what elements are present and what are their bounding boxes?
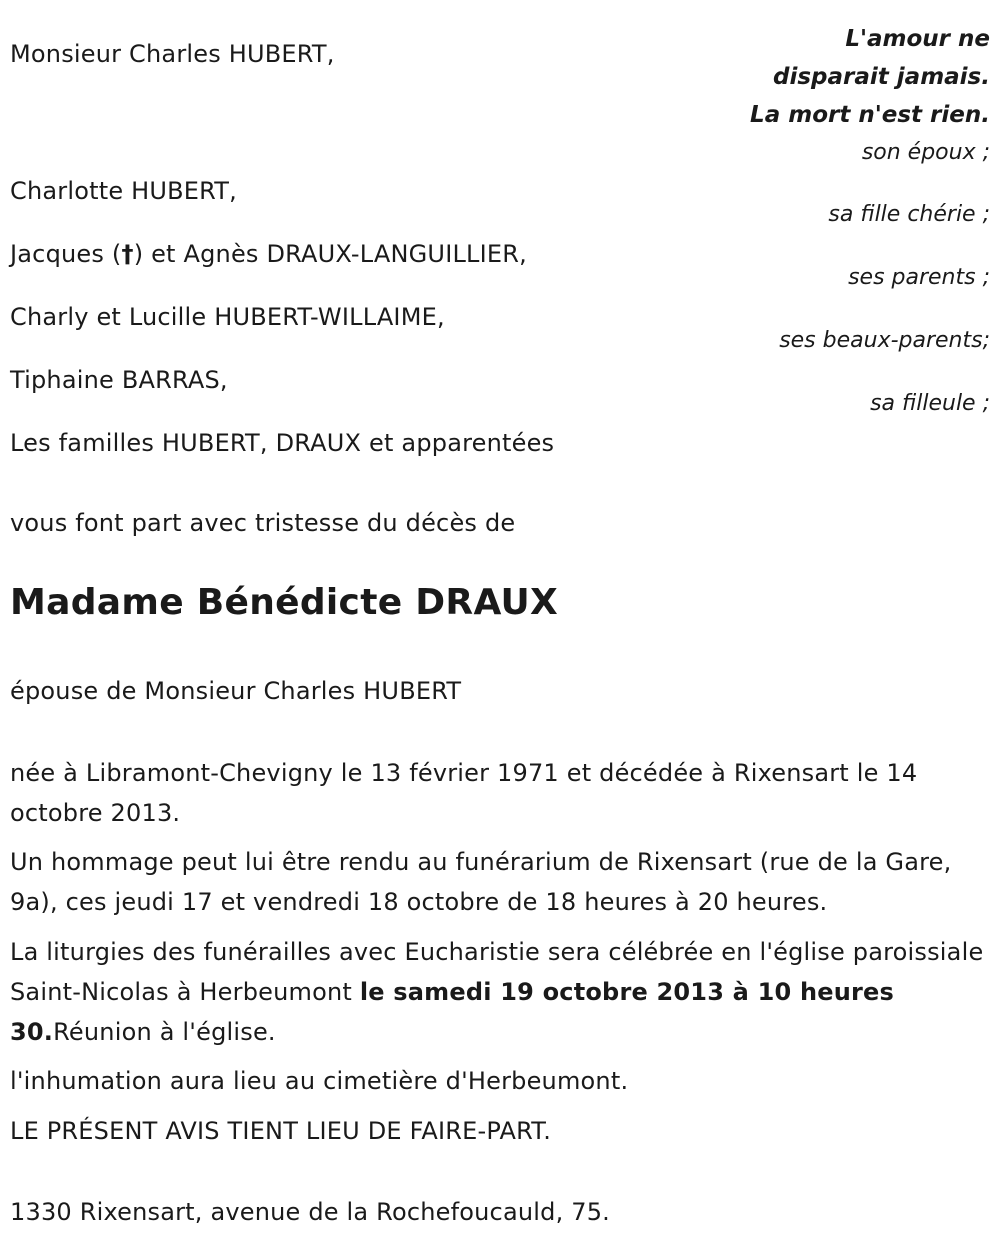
notice-paragraph: LE PRÉSENT AVIS TIENT LIEU DE FAIRE-PART.: [10, 1117, 552, 1145]
liturgy-paragraph: [10, 932, 985, 1052]
quote-line-3: La mort n'est rien.: [750, 102, 990, 128]
family-name-5: Tiphaine BARRAS,: [10, 366, 228, 394]
spouse-line: épouse de Monsieur Charles HUBERT: [10, 677, 462, 705]
quote: [750, 20, 990, 134]
cross-symbol: †: [121, 240, 134, 268]
family-name-1: Monsieur Charles HUBERT,: [10, 40, 335, 68]
liturgy-reunion: Réunion à l'église.: [53, 1018, 276, 1046]
burial-paragraph: l'inhumation aura lieu au cimetière d'Herbeumont.: [10, 1067, 629, 1095]
relation-2: sa fille chérie ;: [828, 202, 990, 227]
relation-5: sa filleule ;: [870, 391, 990, 416]
family-name-4: Charly et Lucille HUBERT-WILLAIME,: [10, 303, 445, 331]
address: 1330 Rixensart, avenue de la Rochefoucauld, 75.: [10, 1198, 611, 1226]
liturgy-date: le samedi 19 octobre 2013 à 10 heures 30.: [10, 978, 895, 1046]
family-name-3-before: Jacques (: [10, 240, 122, 268]
relation-1: son époux ;: [861, 140, 990, 165]
deceased-name: Madame Bénédicte DRAUX: [10, 582, 559, 623]
tribute-paragraph: Un hommage peut lui être rendu au funérarium de Rixensart (rue de la Gare, 9a), ces jeudi 17 et vendredi 18 octobre de 18 heures à 20 heures.: [10, 848, 952, 916]
family-name-2: Charlotte HUBERT,: [10, 177, 237, 205]
liturgy-text: La liturgies des funérailles avec Eucharistie sera célébrée en l'église paroissiale Saint-Nicolas à Herbeumont: [10, 938, 984, 1006]
family-name-3: [10, 240, 527, 268]
quote-line-2: disparait jamais.: [773, 64, 990, 90]
family-name-6: Les familles HUBERT, DRAUX et apparentées: [10, 429, 555, 457]
birth-death-paragraph: née à Libramont-Chevigny le 13 février 1971 et décédée à Rixensart le 14 octobre 2013.: [10, 759, 918, 827]
relation-4: ses beaux-parents;: [779, 328, 990, 353]
quote-line-1: L'amour ne: [845, 26, 990, 52]
family-name-3-after: ) et Agnès DRAUX-LANGUILLIER,: [133, 240, 527, 268]
announcement: vous font part avec tristesse du décès de: [10, 509, 516, 537]
relation-3: ses parents ;: [848, 265, 990, 290]
